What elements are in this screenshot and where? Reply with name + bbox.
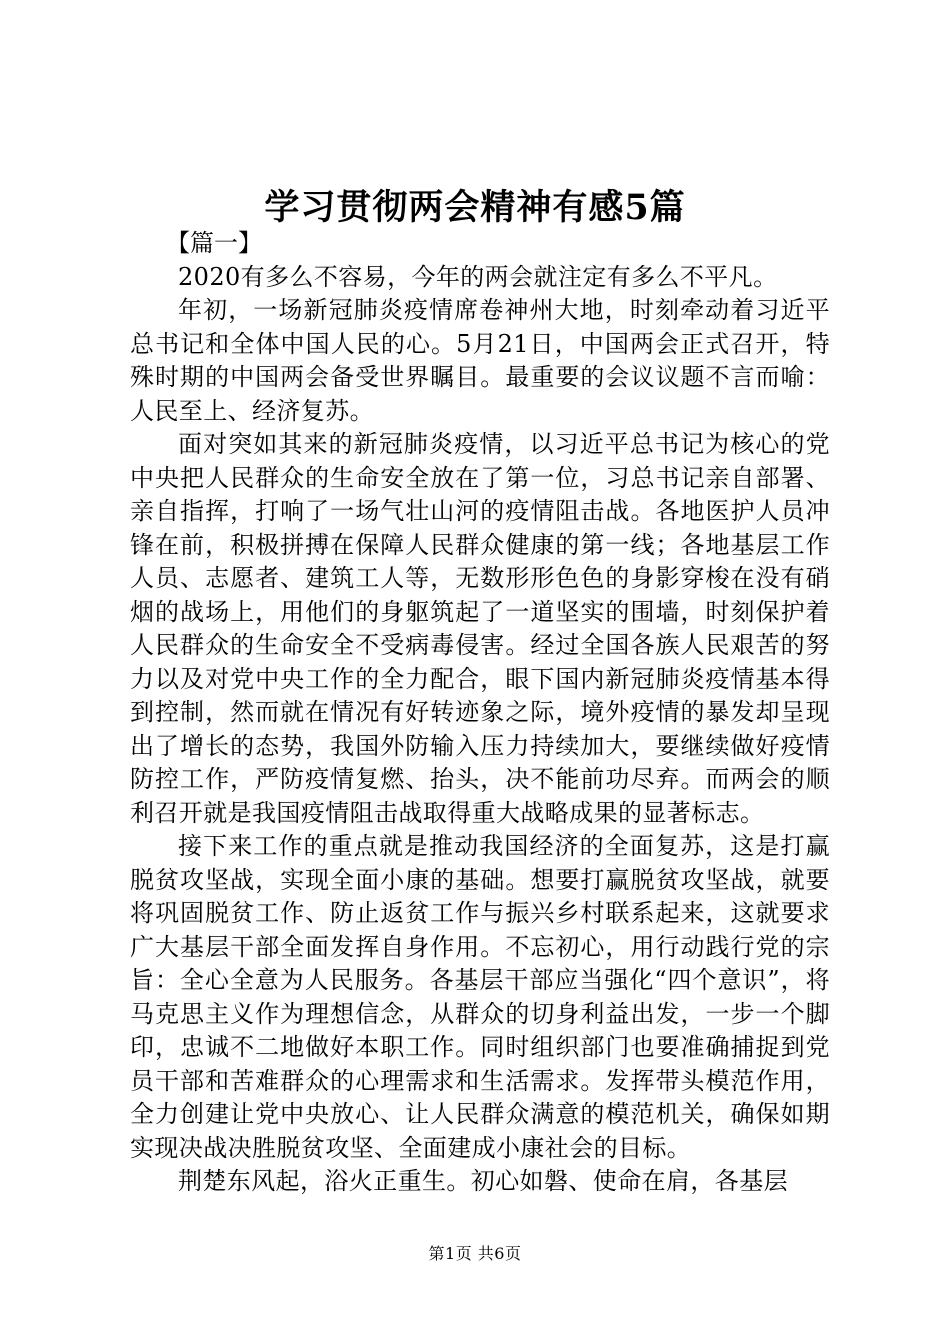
paragraph: 年初，一场新冠肺炎疫情席卷神州大地，时刻牵动着习近平总书记和全体中国人民的心。5月21日，中国两会正式召开，特殊时期的中国两会备受世界瞩目。最重要的会议议题不言而喻：人民至上、经济复苏。 bbox=[130, 296, 830, 425]
document-body bbox=[130, 227, 830, 1199]
document-title: 学习贯彻两会精神有感5篇 bbox=[264, 187, 686, 228]
paragraph: 2020有多么不容易，今年的两会就注定有多么不平凡。 bbox=[178, 262, 778, 291]
paragraph: 接下来工作的重点就是推动我国经济的全面复苏，这是打赢脱贫攻坚战，实现全面小康的基础。想要打赢脱贫攻坚战，就要将巩固脱贫工作、防止返贫工作与振兴乡村联系起来，这就要求广大基层干部全面发挥自身作用。不忘初心，用行动践行党的宗旨：全心全意为人民服务。各基层干部应当强化“四个意识”，将马克思主义作为理想信念，从群众的切身利益出发，一步一个脚印，忠诚不二地做好本职工作。同时组织部门也要准确捕捉到党员干部和苦难群众的心理需求和生活需求。发挥带头模范作用，全力创建让党中央放心、让人民群众满意的模范机关，确保如期实现决战决胜脱贫攻坚、全面建成小康社会的目标。 bbox=[130, 832, 830, 1162]
section-label: 【篇一】 bbox=[166, 229, 262, 257]
page-footer: 第1页 共6页 bbox=[428, 1244, 522, 1263]
paragraph: 面对突如其来的新冠肺炎疫情，以习近平总书记为核心的党中央把人民群众的生命安全放在了第一位，习总书记亲自部署、亲自指挥，打响了一场气壮山河的疫情阻击战。各地医护人员冲锋在前，积极拼搏在保障人民群众健康的第一线；各地基层工作人员、志愿者、建筑工人等，无数形形色色的身影穿梭在没有硝烟的战场上，用他们的身躯筑起了一道坚实的围墙，时刻保护着人民群众的生命安全不受病毒侵害。经过全国各族人民艰苦的努力以及对党中央工作的全力配合，眼下国内新冠肺炎疫情基本得到控制，然而就在情况有好转迹象之际，境外疫情的暴发却呈现出了增长的态势，我国外防输入压力持续加大，要继续做好疫情防控工作，严防疫情复燃、抬头，决不能前功尽弃。而两会的顺利召开就是我国疫情阻击战取得重大战略成果的显著标志。 bbox=[130, 430, 830, 827]
paragraph: 荆楚东风起，浴火正重生。初心如磐、使命在肩，各基层 bbox=[178, 1167, 788, 1195]
